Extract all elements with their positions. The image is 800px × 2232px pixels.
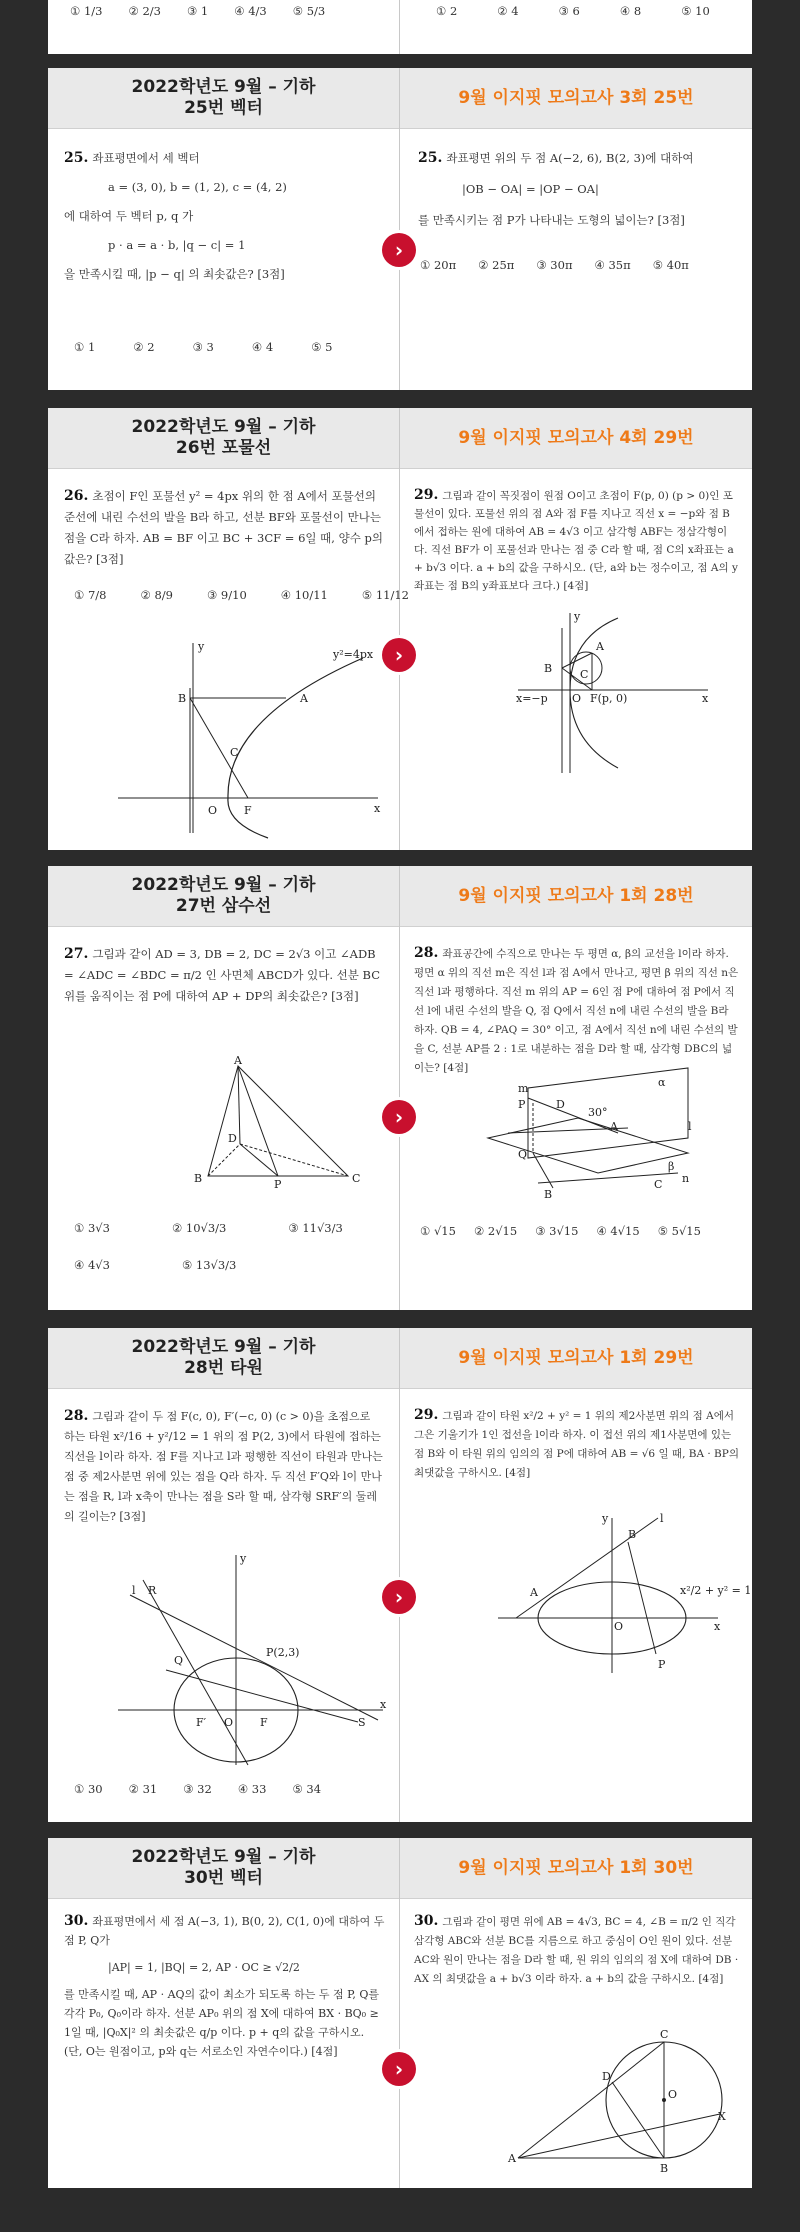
- panel-divider: [399, 866, 400, 1310]
- parabola-figure-26: [108, 638, 388, 838]
- left-header: 2022학년도 9월 – 기하 26번 포물선: [48, 408, 399, 469]
- svg-text:B: B: [628, 1528, 637, 1541]
- svg-text:B: B: [660, 2162, 669, 2175]
- svg-text:C: C: [230, 746, 239, 759]
- left-header: 2022학년도 9월 – 기하 28번 타원: [48, 1328, 399, 1389]
- prev-right-choices: ① 2 ② 4 ③ 6 ④ 8 ⑤ 10: [436, 4, 710, 18]
- svg-text:C: C: [580, 668, 589, 681]
- svg-text:F: F: [260, 1716, 268, 1729]
- left-choices-row2: ④ 4√3 ⑤ 13√3/3: [74, 1258, 237, 1272]
- right-question: 25. 좌표평면 위의 두 점 A(−2, 6), B(2, 3)에 대하여 |OB − OA| = |OP − OA| 를 만족시키는 점 P가 나타내는 도형의 넓이는? [3점]: [418, 150, 694, 227]
- planes-figure-28: [478, 1078, 698, 1218]
- svg-text:l: l: [132, 1584, 136, 1597]
- svg-text:A: A: [300, 692, 308, 705]
- right-question: 30. 그림과 같이 평면 위에 AB = 4√3, BC = 4, ∠B = π/2 인 직각삼각형 ABC와 선분 BC를 지름으로 하고 중심이 O인 원이 있다. 선분 AC와 원이 만나는 점을 D라 할 때, 원 위의 임의의 점 X에 대하여 DB · AX 의 최댓값을 a + b√3 이라 하자. a + b의 값을 구하시오. [4점]: [414, 1913, 739, 1985]
- svg-text:A: A: [508, 2152, 516, 2165]
- right-header: 9월 이지핏 모의고사 4회 29번: [400, 408, 752, 469]
- svg-text:m: m: [518, 1082, 529, 1095]
- svg-text:y: y: [198, 640, 205, 653]
- svg-text:β: β: [668, 1160, 675, 1173]
- svg-text:B: B: [544, 1188, 553, 1201]
- svg-text:y²=4px: y²=4px: [333, 648, 374, 661]
- svg-text:X: X: [718, 2110, 726, 2123]
- svg-text:n: n: [682, 1172, 690, 1185]
- left-question: 25. 좌표평면에서 세 벡터 a = (3, 0), b = (1, 2), c = (4, 2) 에 대하여 두 벡터 p, q 가 p · a = a · b, |q − c| = 1 을 만족시킬 때, |p − q| 의 최솟값은? [3점]: [64, 150, 287, 281]
- next-arrow-icon[interactable]: ›: [382, 233, 416, 267]
- left-choices: ① 1 ② 2 ③ 3 ④ 4 ⑤ 5: [74, 340, 333, 354]
- svg-text:P(2,3): P(2,3): [266, 1646, 300, 1659]
- left-choices-row1: ① 3√3 ② 10√3/3 ③ 11√3/3: [74, 1221, 343, 1235]
- next-arrow-icon[interactable]: ›: [382, 2052, 416, 2086]
- svg-text:D: D: [228, 1132, 237, 1145]
- prev-left-choices: ① 1/3 ② 2/3 ③ 1 ④ 4/3 ⑤ 5/3: [70, 4, 326, 18]
- svg-text:Q: Q: [174, 1654, 184, 1667]
- right-question: 29. 그림과 같이 꼭짓점이 원점 O이고 초점이 F(p, 0) (p > 0)인 포물선이 있다. 포물선 위의 점 A와 점 F를 지나고 직선 x = −p와 점 B에서 접하는 원에 대하여 AB = 4√3 이고 삼각형 ABF는 정삼각형이다. 직선 BF가 이 포물선과 만나는 점 중 C라 할 때, 점 C의 x좌표는 a + b√3 이다. a + b의 값을 구하시오. (단, a와 b는 정수이고, 점 A의 y좌표는 점 B의 y좌표보다 크다.) [4점]: [414, 487, 738, 592]
- svg-text:P: P: [658, 1658, 666, 1671]
- svg-text:30°: 30°: [588, 1106, 608, 1119]
- right-header: 9월 이지핏 모의고사 3회 25번: [400, 68, 752, 129]
- svg-text:C: C: [352, 1172, 361, 1185]
- panel-divider: [399, 1328, 400, 1822]
- left-header: 2022학년도 9월 – 기하 27번 삼수선: [48, 866, 399, 927]
- right-header: 9월 이지핏 모의고사 1회 29번: [400, 1328, 752, 1389]
- parabola-circle-figure-29: [508, 608, 718, 778]
- svg-text:O: O: [208, 804, 218, 817]
- left-header: 2022학년도 9월 – 기하 25번 벡터: [48, 68, 399, 129]
- svg-text:P: P: [274, 1178, 282, 1191]
- svg-text:C: C: [654, 1178, 663, 1191]
- svg-text:D: D: [602, 2070, 611, 2083]
- svg-text:B: B: [544, 662, 553, 675]
- section-28-ellipse: [48, 1328, 752, 1822]
- right-question: 28. 좌표공간에 수직으로 만나는 두 평면 α, β의 교선을 l이라 하자. 평면 α 위의 직선 m은 직선 l과 점 A에서 만나고, 평면 β 위의 직선 n은 직선 l과 평행하다. 직선 m 위의 AP = 6인 점 P에 대하여 점 P에서 직선 l에 내린 수선의 발을 Q, 점 Q에서 직선 n에 내린 수선의 발을 B라 하자. QB = 4, ∠PAQ = 30° 이고, 점 A에서 직선 n에 내린 수선의 발을 C, 선분 AP를 2 : 1로 내분하는 점을 D라 할 때, 삼각형 DBC의 넓이는? [4점]: [414, 945, 739, 1074]
- svg-text:B: B: [178, 692, 187, 705]
- panel-divider: [399, 0, 400, 54]
- svg-text:P: P: [518, 1098, 526, 1111]
- tetrahedron-figure-27: [148, 1054, 368, 1191]
- svg-text:α: α: [658, 1076, 666, 1089]
- svg-text:y: y: [602, 1512, 609, 1525]
- svg-text:l: l: [688, 1120, 692, 1133]
- next-arrow-icon[interactable]: ›: [382, 1580, 416, 1614]
- left-question: 30. 좌표평면에서 세 점 A(−3, 1), B(0, 2), C(1, 0)에 대하여 두 점 P, Q가 |AP| = 1, |BQ| = 2, AP · OC ≥ √2/2 를 만족시킬 때, AP · AQ의 값이 최소가 되도록 하는 두 점 P, Q를 각각 P₀, Q₀이라 하자. 선분 AP₀ 위의 점 X에 대하여 BX · BQ₀ ≥ 1일 때, |Q₀X|² 의 최솟값은 q/p 이다. p + q의 값을 구하시오. (단, O는 원점이고, p와 q는 서로소인 자연수이다.) [4점]: [64, 1913, 385, 2058]
- svg-text:x=−p: x=−p: [516, 692, 548, 705]
- right-header: 9월 이지핏 모의고사 1회 28번: [400, 866, 752, 927]
- prev-section-panel: [48, 0, 752, 54]
- ellipse-figure-29: [488, 1508, 752, 1678]
- next-arrow-icon[interactable]: ›: [382, 638, 416, 672]
- circle-triangle-figure-30: [508, 2028, 728, 2178]
- section-30-vector: [48, 1838, 752, 2188]
- section-26-parabola: [48, 408, 752, 850]
- left-question: 27. 그림과 같이 AD = 3, DB = 2, DC = 2√3 이고 ∠ADB = ∠ADC = ∠BDC = π/2 인 사면체 ABCD가 있다. 선분 BC 위를 움직이는 점 P에 대하여 AP + DP의 최솟값은? [3점]: [64, 946, 381, 1003]
- left-header: 2022학년도 9월 – 기하 30번 벡터: [48, 1838, 399, 1899]
- section-25-vector: [48, 68, 752, 390]
- left-choices: ① 7/8 ② 8/9 ③ 9/10 ④ 10/11 ⑤ 11/12: [74, 588, 409, 602]
- svg-text:F(p, 0): F(p, 0): [590, 692, 628, 705]
- svg-text:y: y: [574, 610, 581, 623]
- svg-text:y: y: [240, 1552, 247, 1565]
- svg-text:A: A: [610, 1120, 618, 1133]
- right-choices: ① √15 ② 2√15 ③ 3√15 ④ 4√15 ⑤ 5√15: [420, 1224, 701, 1238]
- svg-text:x: x: [374, 802, 381, 815]
- right-question: 29. 그림과 같이 타원 x²/2 + y² = 1 위의 제2사분면 위의 점 A에서 그은 기울기가 1인 접선을 l이라 하자. 이 접선 위의 제1사분면에 있는 점 B와 이 타원 위의 임의의 점 P에 대하여 AB = √6 일 때, BA · BP의 최댓값을 구하시오. [4점]: [414, 1407, 739, 1479]
- svg-text:x²/2 + y² = 1: x²/2 + y² = 1: [680, 1584, 752, 1597]
- next-arrow-icon[interactable]: ›: [382, 1100, 416, 1134]
- svg-text:O: O: [224, 1716, 234, 1729]
- svg-text:x: x: [380, 1698, 387, 1711]
- svg-text:Q: Q: [518, 1148, 528, 1161]
- svg-text:B: B: [194, 1172, 203, 1185]
- svg-text:O: O: [668, 2088, 678, 2101]
- svg-text:R: R: [148, 1584, 157, 1597]
- svg-text:D: D: [556, 1098, 565, 1111]
- right-choices: ① 20π ② 25π ③ 30π ④ 35π ⑤ 40π: [420, 258, 689, 272]
- right-header: 9월 이지핏 모의고사 1회 30번: [400, 1838, 752, 1899]
- svg-text:x: x: [714, 1620, 721, 1633]
- svg-text:x: x: [702, 692, 709, 705]
- svg-text:O: O: [572, 692, 582, 705]
- svg-text:O: O: [614, 1620, 624, 1633]
- svg-text:F: F: [244, 804, 252, 817]
- left-question: 28. 그림과 같이 두 점 F(c, 0), F′(−c, 0) (c > 0)을 초점으로 하는 타원 x²/16 + y²/12 = 1 위의 점 P(2, 3)에서 타원에 접하는 직선을 l이라 하자. 점 F를 지나고 l과 평행한 직선이 타원과 만나는 점 중 제2사분면 위에 있는 점을 Q라 하자. 두 직선 F′Q와 l이 만나는 점을 R, l과 x축이 만나는 점을 S라 할 때, 삼각형 SRF′의 둘레의 길이는? [3점]: [64, 1408, 383, 1523]
- left-choices: ① 30 ② 31 ③ 32 ④ 33 ⑤ 34: [74, 1782, 322, 1796]
- svg-text:S: S: [358, 1716, 366, 1729]
- ellipse-figure-28: [108, 1550, 388, 1770]
- svg-text:A: A: [596, 640, 604, 653]
- left-question: 26. 초점이 F인 포물선 y² = 4px 위의 한 점 A에서 포물선의 준선에 내린 수선의 발을 B라 하고, 선분 BF와 포물선이 만나는 점을 C라 하자. AB = BF 이고 BC + 3CF = 6일 때, 양수 p의 값은? [3점]: [64, 488, 383, 566]
- svg-text:C: C: [660, 2028, 669, 2041]
- section-27-three-perpendiculars: [48, 866, 752, 1310]
- svg-text:A: A: [234, 1054, 242, 1067]
- panel-divider: [399, 408, 400, 850]
- svg-text:l: l: [660, 1512, 664, 1525]
- svg-text:A: A: [530, 1586, 538, 1599]
- svg-text:F′: F′: [196, 1716, 207, 1729]
